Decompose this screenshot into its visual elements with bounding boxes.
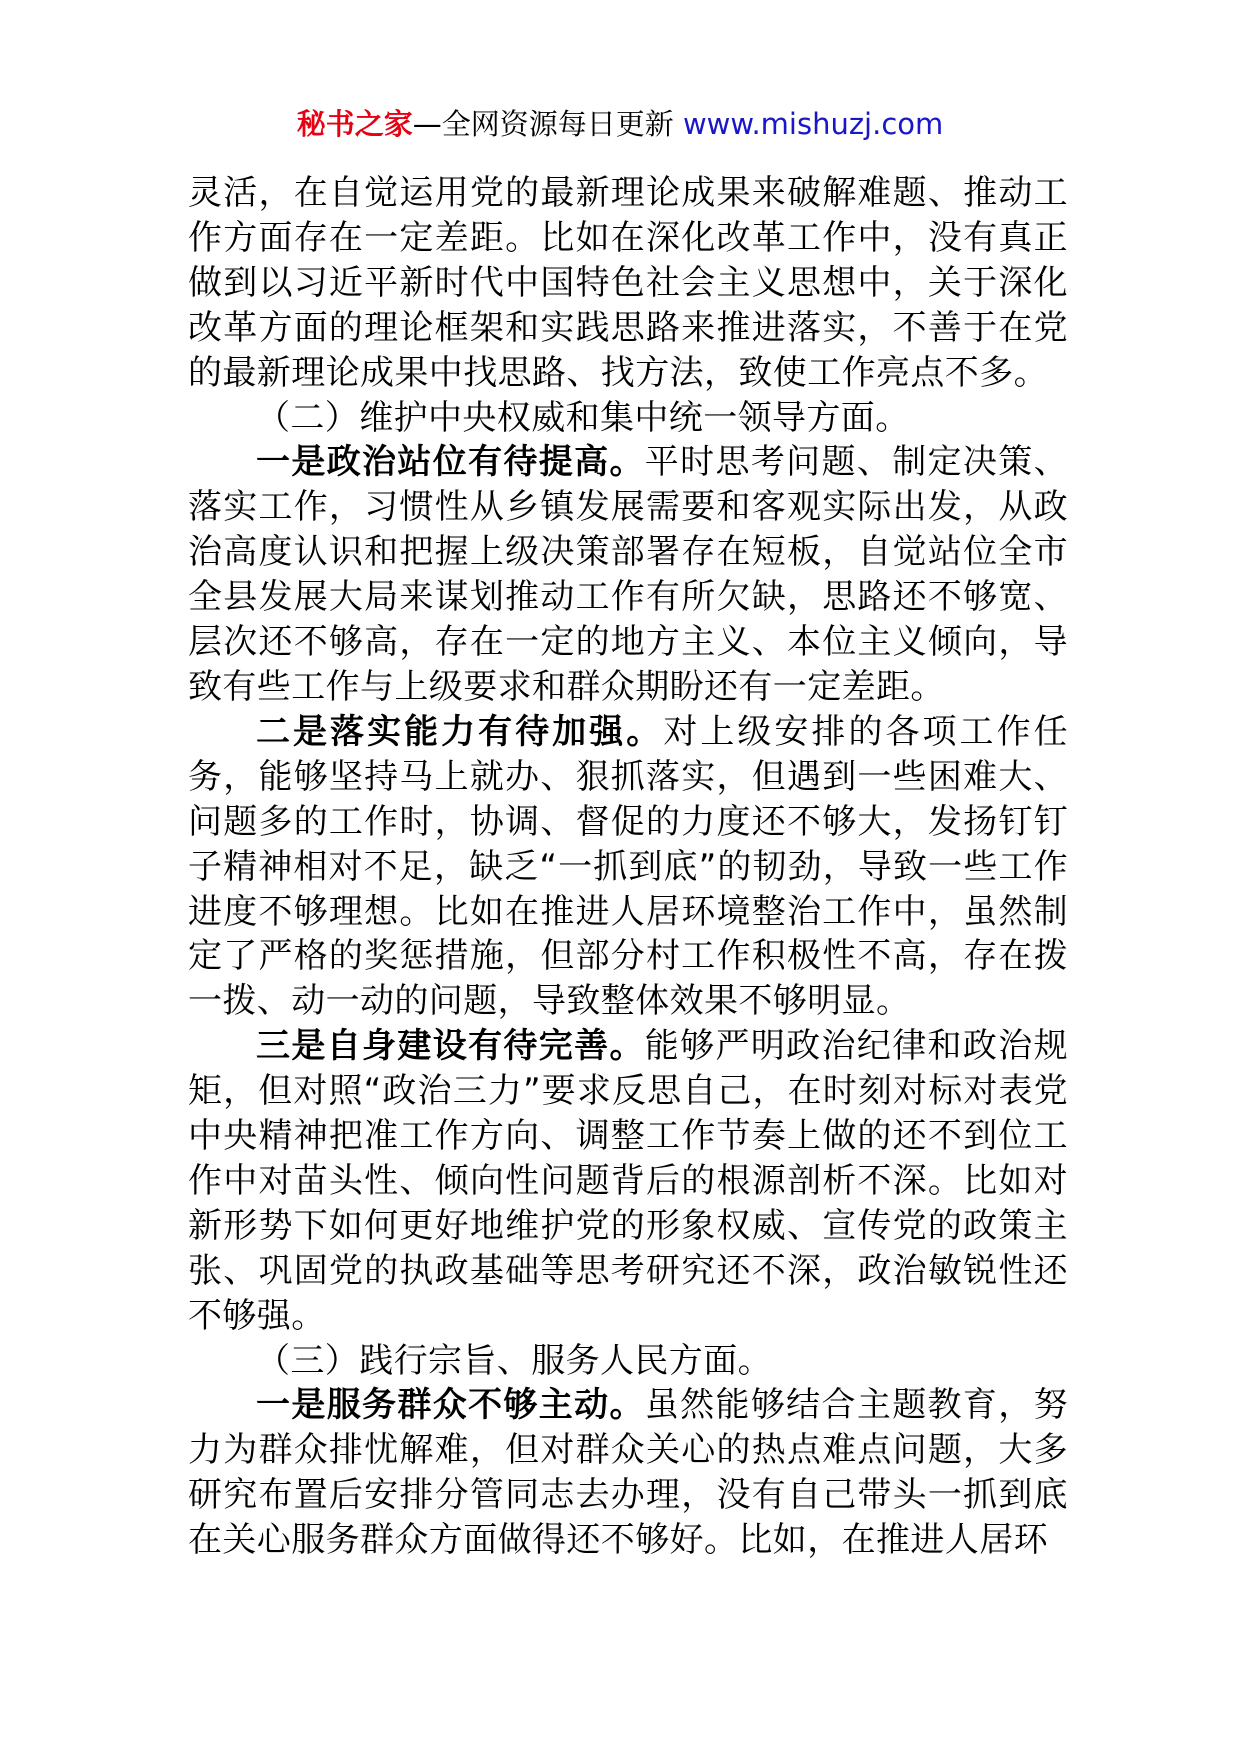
paragraph-lead: 二是落实能力有待加强。 bbox=[256, 711, 664, 752]
paragraph-lead: 三是自身建设有待完善。 bbox=[256, 1026, 645, 1067]
brand-name: 秘书之家 bbox=[296, 107, 413, 141]
paragraph-text: 虽然能够结合主题教育，努力为群众排忧解难，但对群众关心的热点难点问题，大多研究布置后安排分管同志去办理，没有自己带头一抓到底在关心服务群众方面做得还不够好。比如，在推进人居环 bbox=[188, 1385, 1068, 1561]
section-heading-two: （二）维护中央权威和集中统一领导方面。 bbox=[256, 397, 910, 438]
header-tagline: —全网资源每日更新 bbox=[412, 107, 683, 141]
paragraph-political-stance bbox=[188, 440, 1068, 709]
paragraph-lead: 一是服务群众不够主动。 bbox=[256, 1385, 645, 1426]
paragraph-continuation: 灵活，在自觉运用党的最新理论成果来破解难题、推动工作方面存在一定差距。比如在深化改革工作中，没有真正做到以习近平新时代中国特色社会主义思想中，关于深化改革方面的理论框架和实践思路来推进落实，不善于在党的最新理论成果中找思路、找方法，致使工作亮点不多。 bbox=[188, 173, 1068, 393]
paragraph-self-building bbox=[188, 1024, 1068, 1338]
document-body bbox=[188, 171, 1068, 1563]
paragraph-text: 能够严明政治纪律和政治规矩，但对照“政治三力”要求反思自己，在时刻对标对表党中央精神把准工作方向、调整工作节奏上做的还不到位工作中对苗头性、倾向性问题背后的根源剖析不深。比如对新形势下如何更好地维护党的形象权威、宣传党的政策主张、巩固党的执政基础等思考研究还不深，政治敏锐性还不够强。 bbox=[188, 1026, 1068, 1336]
section-heading-three: （三）践行宗旨、服务人民方面。 bbox=[256, 1340, 772, 1381]
paragraph-lead: 一是政治站位有待提高。 bbox=[256, 442, 645, 483]
paragraph-implementation bbox=[188, 710, 1068, 1024]
watermark-header bbox=[0, 104, 1240, 144]
paragraph-text: 对上级安排的各项工作任务，能够坚持马上就办、狠抓落实，但遇到一些困难大、问题多的工作时，协调、督促的力度还不够大，发扬钉钉子精神相对不足，缺乏“一抓到底”的韧劲，导致一些工作进度不够理想。比如在推进人居环境整治工作中，虽然制定了严格的奖惩措施，但部分村工作积极性不高，存在拨一拨、动一动的问题，导致整体效果不够明显。 bbox=[188, 711, 1068, 1022]
paragraph-text: 平时思考问题、制定决策、落实工作，习惯性从乡镇发展需要和客观实际出发，从政治高度认识和把握上级决策部署存在短板，自觉站位全市全县发展大局来谋划推动工作有所欠缺，思路还不够宽、层次还不够高，存在一定的地方主义、本位主义倾向，导致有些工作与上级要求和群众期盼还有一定差距。 bbox=[188, 442, 1068, 707]
site-url-link[interactable]: www.mishuzj.com bbox=[682, 107, 944, 141]
paragraph-serving-masses bbox=[188, 1383, 1068, 1563]
